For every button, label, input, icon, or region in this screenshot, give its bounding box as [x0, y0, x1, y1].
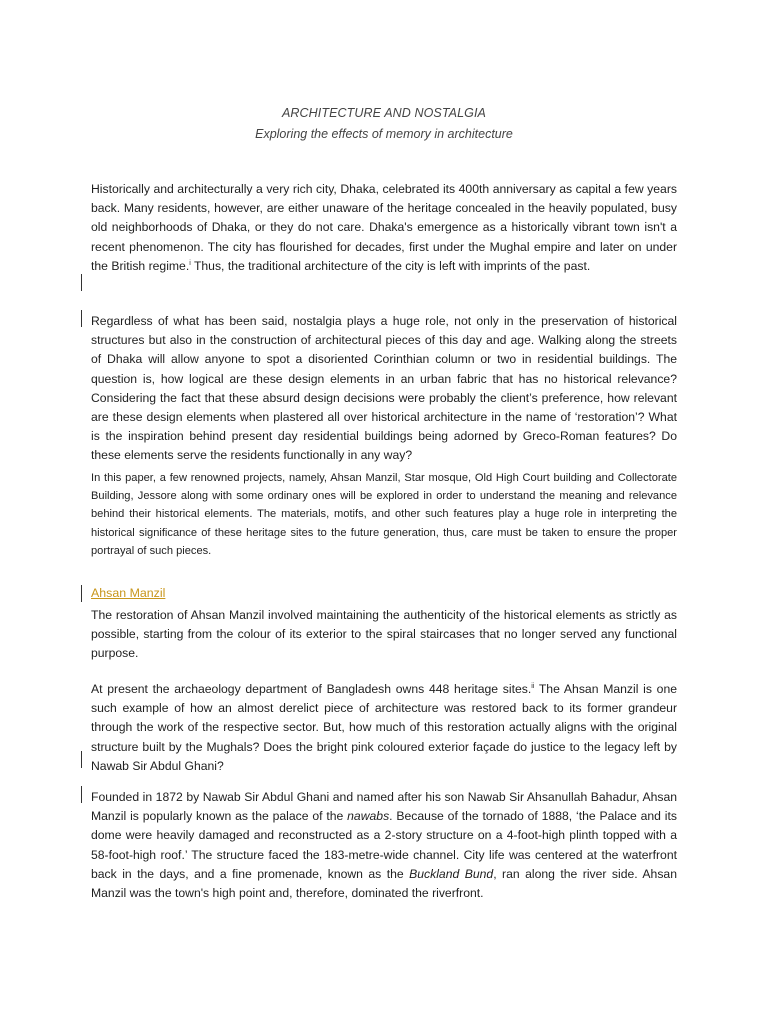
emphasis-nawabs: nawabs: [347, 809, 390, 824]
paragraph-intro-text: Historically and architecturally a very rich city, Dhaka, celebrated its 400th anniversary as capital a few years back. Many residents, however, are either unaware of the heritage concealed in the heavily populated, busy old neighborhoods of Dhaka, or they do not care. Dhaka's emergence as a historically vibrant town isn't a recent phenomenon. The city has flourished for decades, first under the Mughal empire and later on under the British regime.: [91, 182, 677, 273]
paragraph-heritage-tail: The Ahsan Manzil is one such example of how an almost derelict piece of architecture was restored back to its former grandeur through the work of the respective sector. But, how much of this restoration actually aligns with the original structure built by the Mughals? Does the bright pink coloured exterior façade do justice to the legacy left by Nawab Sir Abdul Ghani?: [91, 682, 678, 773]
revision-marker: [81, 310, 82, 327]
section-heading-ahsan-manzil: Ahsan Manzil: [91, 586, 166, 600]
revision-marker: [81, 786, 82, 803]
paragraph-intro: [91, 180, 677, 276]
paragraph-intro-tail: Thus, the traditional architecture of the city is left with imprints of the past.: [190, 258, 591, 273]
endnote-marker[interactable]: i: [189, 259, 191, 267]
paragraph-heritage-text: At present the archaeology department of Bangladesh owns 448 heritage sites.: [91, 682, 532, 696]
paragraph-history-tail: , ran along the river side. Ahsan Manzil was the town's high point and, therefore, dominated the riverfront.: [91, 866, 677, 901]
revision-marker: [81, 274, 82, 291]
emphasis-buckland-bund: Buckland Bund: [409, 866, 494, 881]
revision-marker: [81, 751, 82, 768]
paragraph-restoration: The restoration of Ahsan Manzil involved maintaining the authenticity of the historical elements as strictly as possible, starting from the colour of its exterior to the spiral staircases that no longer served any functional purpose.: [91, 608, 677, 661]
document-subtitle: Exploring the effects of memory in architecture: [255, 127, 513, 141]
paragraph-heritage-sites: [91, 680, 677, 776]
paragraph-history-mid: . Because of the tornado of 1888, ‘the Palace and its dome were heavily damaged and reconstructed as a 2-story structure on a 4-foot-high plinth topped with a 58-foot-high roof.’ The structure faced the 183-metre-wide channel. City life was centered at the waterfront back in the days, and a fine promenade, known as the: [91, 809, 677, 881]
document-title: ARCHITECTURE AND NOSTALGIA: [281, 106, 486, 120]
endnote-marker[interactable]: ii: [531, 682, 535, 690]
paragraph-history-text: Founded in 1872 by Nawab Sir Abdul Ghani and named after his son Nawab Sir Ahsanullah Bahadur, Ahsan Manzil is popularly known as the palace of the: [91, 790, 677, 824]
title-block: [0, 106, 768, 141]
paragraph-scope: In this paper, a few renowned projects, namely, Ahsan Manzil, Star mosque, Old High Court building and Collectorate Building, Jessore along with some ordinary ones will be explored in order to understand the meaning and relevance behind their historical elements. The materials, motifs, and other such features play a huge role in interpreting the historical significance of these heritage sites to the future generation, thus, care must be taken to ensure the proper portrayal of such pieces.: [91, 472, 677, 557]
paragraph-nostalgia: Regardless of what has been said, nostalgia plays a huge role, not only in the preservation of historical structures but also in the construction of architectural pieces of this day and age. Walking along the streets of Dhaka will allow anyone to spot a disoriented Corinthian column or two in residential buildings. The question is, how logical are these design elements in an urban fabric that has no historical relevance? Considering the fact that these absurd design decisions were probably the client’s preference, how relevant are these design elements when plastered all over historical architecture in the name of ‘restoration’? What is the inspiration behind present day residential buildings being adorned by Greco-Roman features? Do these elements serve the residents functionally in any way?: [91, 314, 677, 463]
paragraph-history: [91, 788, 677, 903]
revision-marker: [81, 585, 82, 602]
